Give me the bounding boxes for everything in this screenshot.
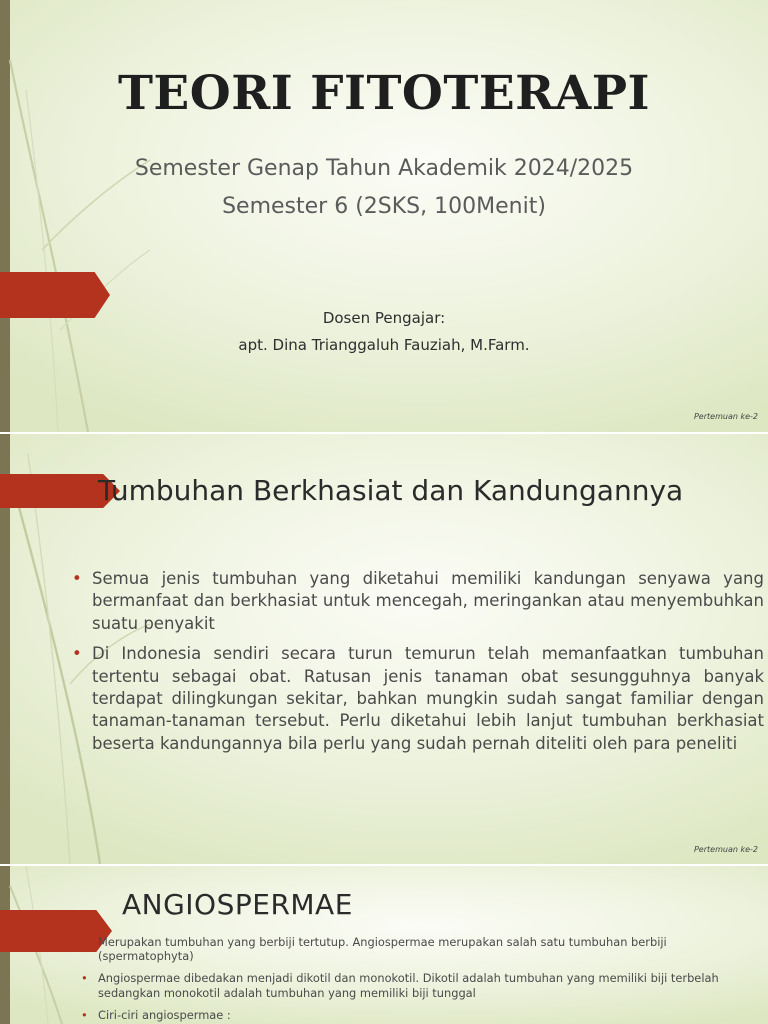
- bullet-item: • Angiospermae dibedakan menjadi dikotil dan monokotil. Dikotil adalah tumbuhan yang memiliki biji terbelah sedangkan monokotil adalah tumbuhan yang memiliki biji tunggal: [98, 971, 744, 999]
- slide-angiospermae: [0, 866, 768, 1024]
- bullet-item: • Merupakan tumbuhan yang berbiji tertutup. Angiospermae merupakan salah satu tumbuhan berbiji (spermatophyta): [98, 935, 744, 963]
- bullet-list: [92, 568, 764, 763]
- slide-title: ANGIOSPERMAE: [122, 888, 353, 921]
- slide-footer: Pertemuan ke-2: [693, 845, 758, 854]
- bullet-item: • Ciri-ciri angiospermae :: [98, 1008, 744, 1022]
- bullet-item: • Di Indonesia sendiri secara turun temurun telah memanfaatkan tumbuhan tertentu sebagai obat. Ratusan jenis tanaman obat sesungguhnya banyak terdapat dilingkungan sekitar, bahkan mungkin sudah sangat familiar dengan tanaman-tanaman tersebut. Perlu diketahui lebih lanjut tumbuhan berkhasiat beserta kandungannya bila perlu yang sudah pernah diteliti oleh para peneliti: [92, 643, 764, 755]
- red-arrow-tab: [0, 910, 112, 952]
- presentation-title: TEORI FITOTERAPI: [117, 66, 651, 121]
- lecturer-label: Dosen Pengajar:: [322, 309, 446, 327]
- bullet-list: [98, 935, 744, 1024]
- credits-line: Semester 6 (2SKS, 100Menit): [222, 194, 546, 219]
- slide-tumbuhan-berkhasiat: [0, 434, 768, 864]
- slide-title: Tumbuhan Berkhasiat dan Kandungannya: [98, 474, 684, 507]
- bullet-item: • Semua jenis tumbuhan yang diketahui memiliki kandungan senyawa yang bermanfaat dan berkhasiat untuk mencegah, meringankan atau menyembuhkan suatu penyakit: [92, 568, 764, 635]
- lecturer-name: apt. Dina Trianggaluh Fauziah, M.Farm.: [238, 336, 530, 354]
- slide-title: [0, 0, 768, 432]
- semester-line: Semester Genap Tahun Akademik 2024/2025: [134, 156, 634, 181]
- slide-footer: Pertemuan ke-2: [693, 412, 758, 421]
